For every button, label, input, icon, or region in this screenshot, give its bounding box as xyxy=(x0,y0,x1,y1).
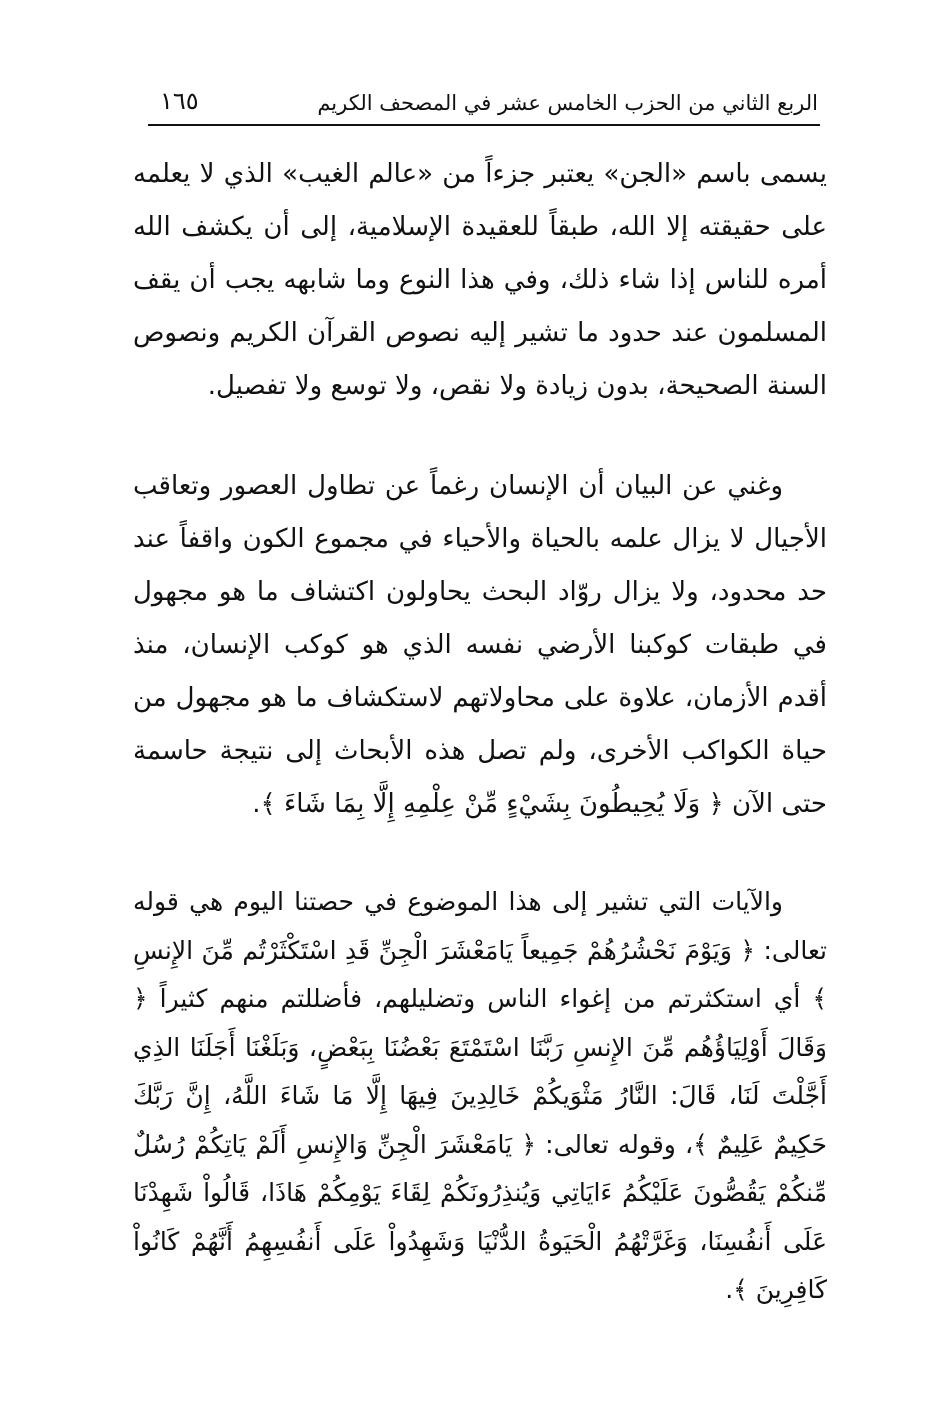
running-header-title: الربع الثاني من الحزب الخامس عشر في المصحف الكريم xyxy=(317,91,818,115)
paragraph-1: يسمى باسم «الجن» يعتبر جزءاً من «عالم الغيب» الذي لا يعلمه على حقيقته إلا الله، طبقاً للعقيدة الإسلامية، إلى أن يكشف الله أمره للناس إذا شاء ذلك، وفي هذا النوع وما شابهه يجب أن يقف المسلمون عند حدود ما تشير إليه نصوص القرآن الكريم ونصوص السنة الصحيحة، بدون زيادة ولا نقص، ولا توسع ولا تفصيل. xyxy=(133,159,827,401)
header-divider xyxy=(148,124,820,126)
paragraph-3: والآيات التي تشير إلى هذا الموضوع في حصتنا اليوم هي قوله تعالى: ﴿ وَيَوْمَ نَحْشُرُهُمْ جَمِيعاً يَامَعْشَرَ الْجِنِّ قَدِ اسْتَكْثَرْتُم مِّنَ الإِنسِ ﴾ أي استكثرتم من إغواء الناس وتضليلهم، فأضللتم منهم كثيراً ﴿ وَقَالَ أَوْلِيَاؤُهُم مِّنَ الإِنسِ رَبَّنَا اسْتَمْتَعَ بَعْضُنَا بِبَعْضٍ، وَبَلَغْنَا أَجَلَنَا الذِي أَجَّلْتَ لَنَا، قَالَ: النَّارُ مَثْوَيكُمْ خَالِدِينَ فِيهَا إِلَّا مَا شَاءَ اللَّهُ، إِنَّ رَبَّكَ حَكِيمٌ عَلِيمٌ ﴾، وقوله تعالى: ﴿ يَامَعْشَرَ الْجِنِّ وَالإِنسِ أَلَمْ يَاتِكُمْ رُسُلٌ مِّنكُمْ يَقُصُّونَ عَلَيْكُمُ ءَايَاتِي وَيُنذِرُونَكُمْ لِقَاءَ يَوْمِكُمْ هَاذَا، قَالُواْ شَهِدْنَا عَلَى أَنفُسِنَا، وَغَرَّتْهُمُ الْحَيَوةُ الدُّنْيَا وَشَهِدُواْ عَلَى أَنفُسِهِمُ أَنَّهُمْ كَانُواْ كَافِرِينَ ﴾. xyxy=(133,887,827,1304)
page-number: ١٦٥ xyxy=(160,87,199,115)
paragraph-2: وغني عن البيان أن الإنسان رغماً عن تطاول العصور وتعاقب الأجيال لا يزال علمه بالحياة والأحياء في مجموع الكون واقفاً عند حد محدود، ولا يزال روّاد البحث يحاولون اكتشاف ما هو مجهول في طبقات كوكبنا الأرضي نفسه الذي هو كوكب الإنسان، منذ أقدم الأزمان، علاوة على محاولاتهم لاستكشاف ما هو مجهول من حياة الكواكب الأخرى، ولم تصل هذه الأبحاث إلى نتيجة حاسمة حتى الآن ﴿ وَلَا يُحِيطُونَ بِشَيْءٍ مِّنْ عِلْمِهِ إِلَّا بِمَا شَاءَ ﴾. xyxy=(133,471,827,819)
page-header xyxy=(148,82,818,126)
body-text xyxy=(133,148,827,1315)
